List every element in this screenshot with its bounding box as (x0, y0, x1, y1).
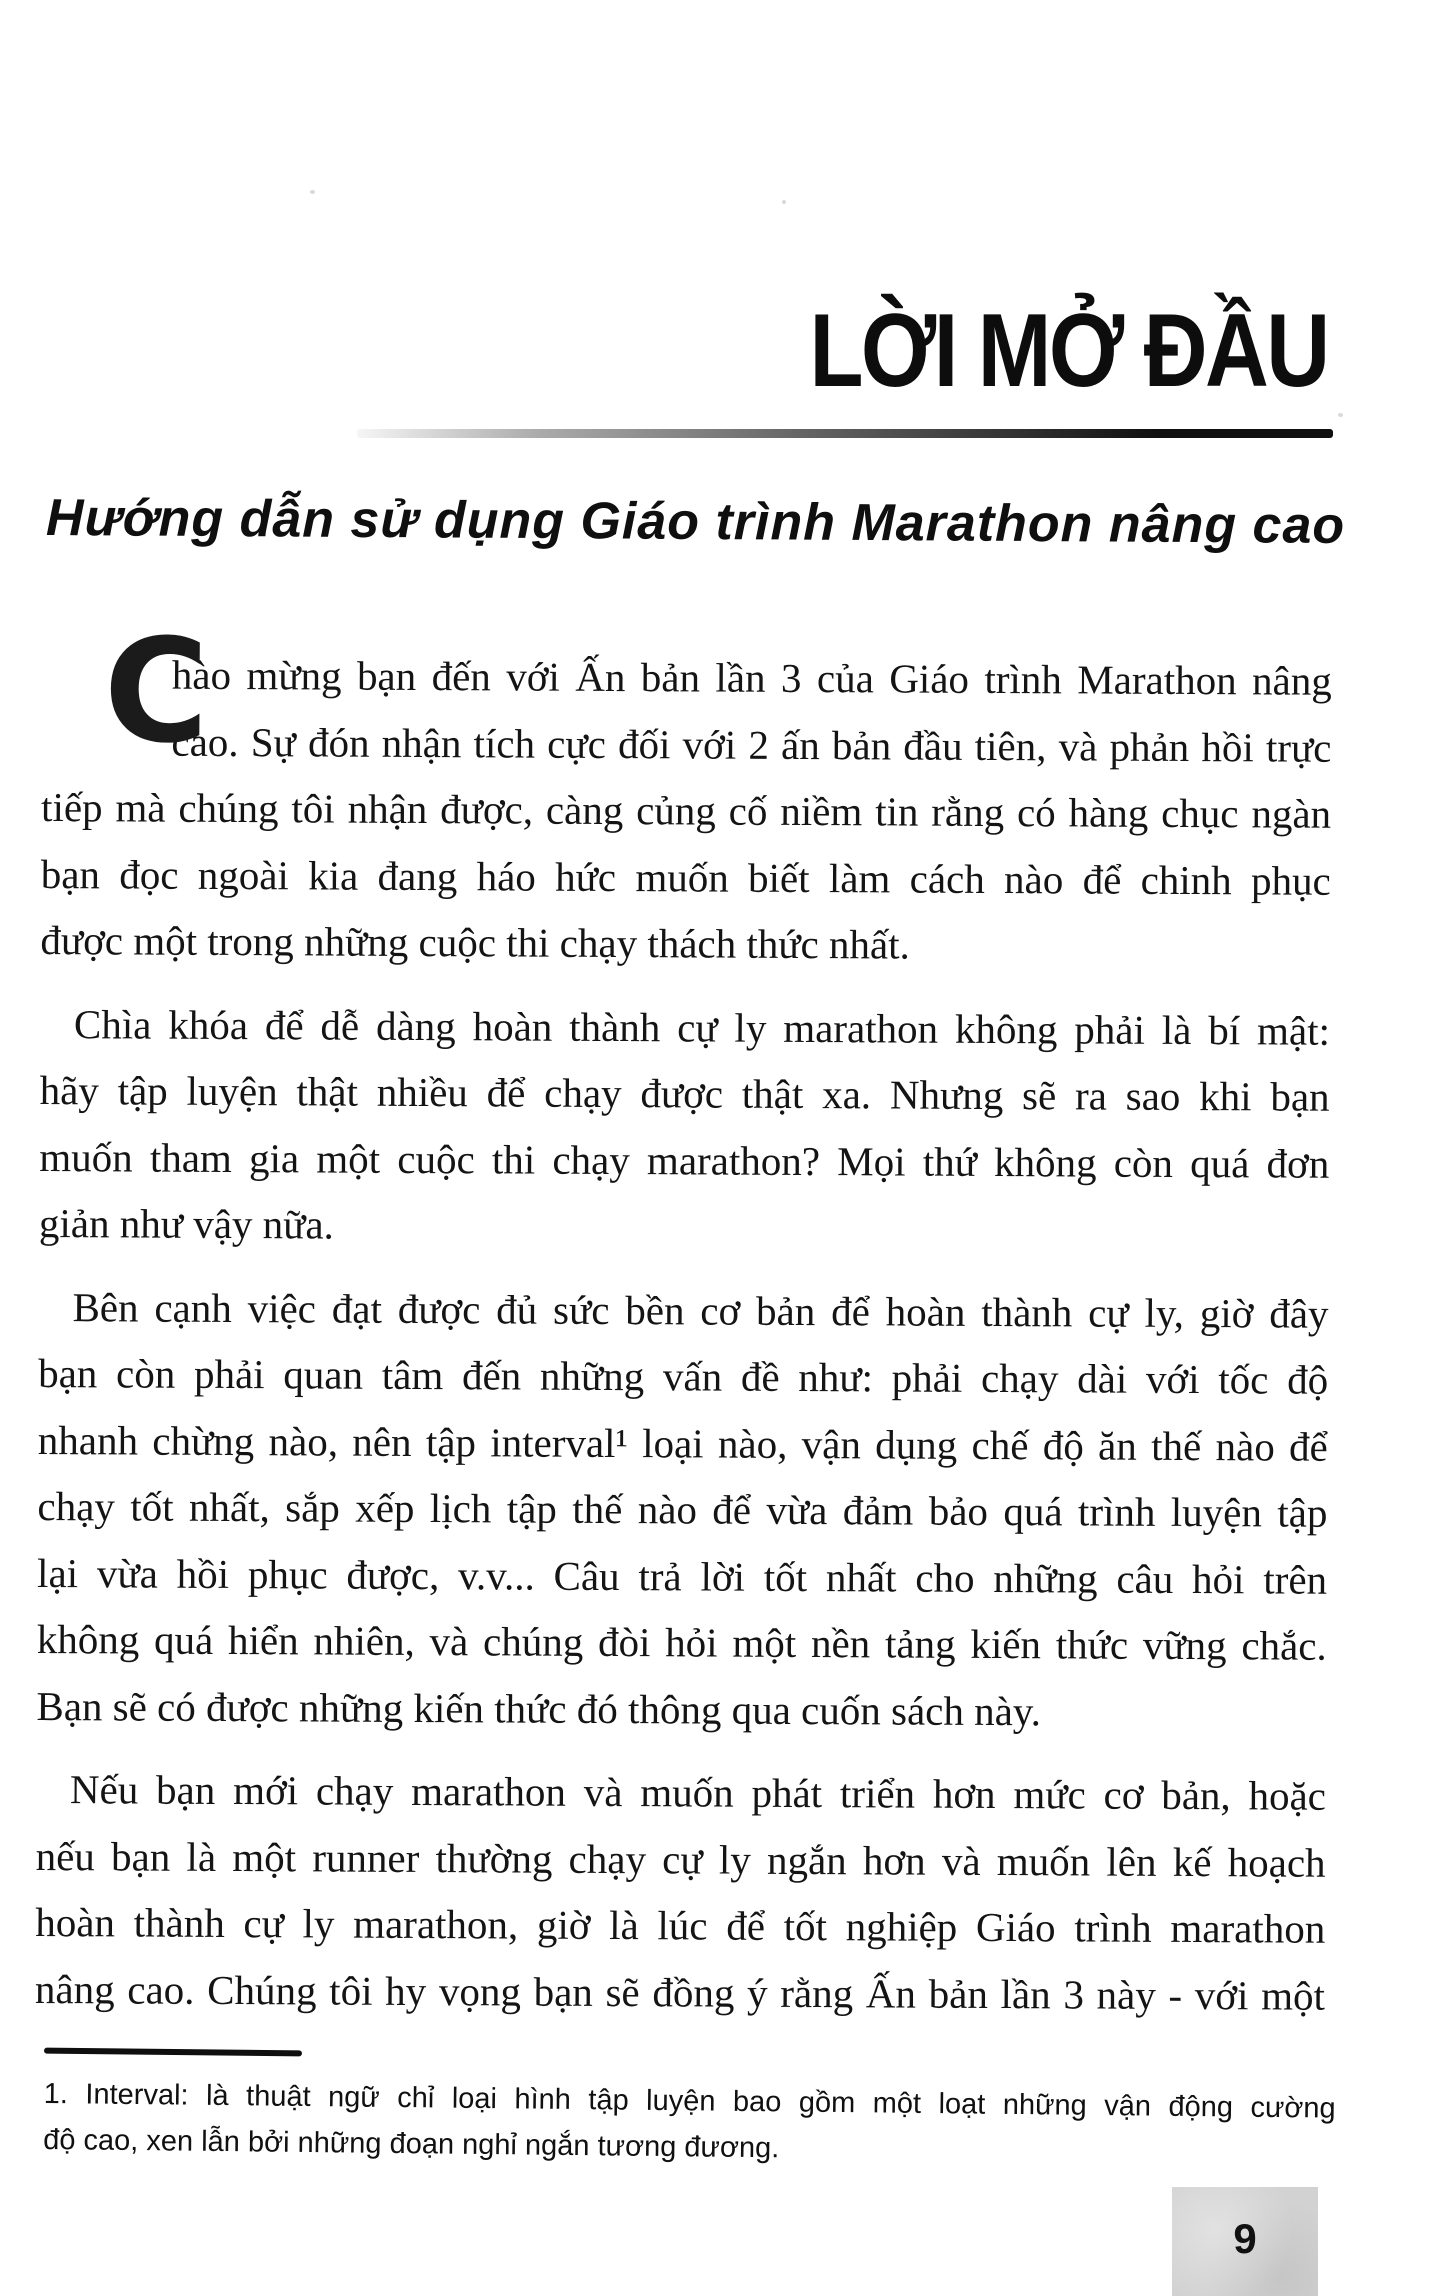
paragraph (36, 1273, 1328, 1745)
page-number-box (1172, 2187, 1318, 2296)
body-line: giản như vậy nữa. (38, 1199, 335, 1248)
body-line: cao. Sự đón nhận tích cực đối với 2 ấn bản đầu tiên, và phản hồi trực (171, 718, 1332, 771)
body-line: hào mừng bạn đến với Ấn bản lần 3 của Giáo trình Marathon nâng (171, 651, 1332, 704)
body-line: lại vừa hồi phục được, v.v... Câu trả lời tốt nhất cho những câu hỏi trên (37, 1549, 1328, 1603)
footnote-line: 1. Interval: là thuật ngữ chỉ loại hình tập luyện bao gồm một loạt những vận động cường (43, 2077, 1336, 2125)
scan-speck (782, 200, 786, 204)
footnote (43, 2071, 1336, 2178)
page-title: LỜI MỞ ĐẦU (809, 293, 1328, 409)
body-paragraphs (34, 607, 1332, 2029)
title-divider-rule (357, 429, 1333, 438)
footnote-line: độ cao, xen lẫn bởi những đoạn nghỉ ngắn tương đương. (43, 2123, 780, 2165)
page-number: 9 (1233, 2215, 1257, 2262)
body-line: Nếu bạn mới chạy marathon và muốn phát triển hơn mức cơ bản, hoặc (69, 1766, 1327, 1819)
body-line: không quá hiển nhiên, và chúng đòi hỏi một nền tảng kiến thức vững chắc. (36, 1615, 1327, 1669)
body-line: muốn tham gia một cuộc thi chạy marathon? Mọi thứ không còn quá đơn (39, 1133, 1330, 1187)
body-line: bạn đọc ngoài kia đang háo hức muốn biết làm cách nào để chinh phục (40, 850, 1331, 904)
body-line: Bạn sẽ có được những kiến thức đó thông qua cuốn sách này. (36, 1682, 1042, 1734)
page-subtitle: Hướng dẫn sử dụng Giáo trình Marathon nâng cao (45, 489, 1346, 555)
paragraph (40, 607, 1332, 980)
body-line: nếu bạn là một runner thường chạy cự ly ngắn hơn và muốn lên kế hoạch (35, 1832, 1326, 1886)
body-line: được một trong những cuộc thi chạy thách thức nhất. (40, 916, 910, 968)
body-line: Chìa khóa để dễ dàng hoàn thành cự ly marathon không phải là bí mật: (73, 1000, 1331, 1054)
body-line: hãy tập luyện thật nhiều để chạy được thật xa. Nhưng sẽ ra sao khi bạn (39, 1066, 1330, 1120)
scan-speck (310, 190, 315, 194)
body-line: Bên cạnh việc đạt được đủ sức bền cơ bản để hoàn thành cự ly, giờ đây (72, 1283, 1329, 1337)
scan-speck (1338, 413, 1343, 417)
footnote-divider (44, 2048, 302, 2057)
body-line: nhanh chừng nào, nên tập interval¹ loại nào, vận dụng chế độ ăn thế nào để (37, 1416, 1328, 1470)
body-line: nâng cao. Chúng tôi hy vọng bạn sẽ đồng ý rằng Ấn bản lần 3 này - với một (34, 1965, 1326, 2019)
body-line: bạn còn phải quan tâm đến những vấn đề như: phải chạy dài với tốc độ (38, 1349, 1329, 1403)
paragraph (35, 1756, 1326, 2029)
dropcap-letter: C (103, 607, 210, 775)
body-line: chạy tốt nhất, sắp xếp lịch tập thế nào để vừa đảm bảo quá trình luyện tập (37, 1482, 1328, 1536)
paragraph (39, 990, 1330, 1263)
body-line: tiếp mà chúng tôi nhận được, càng củng cố niềm tin rằng có hàng chục ngàn (41, 783, 1332, 837)
body-line: hoàn thành cự ly marathon, giờ là lúc để tốt nghiệp Giáo trình marathon (35, 1898, 1326, 1952)
